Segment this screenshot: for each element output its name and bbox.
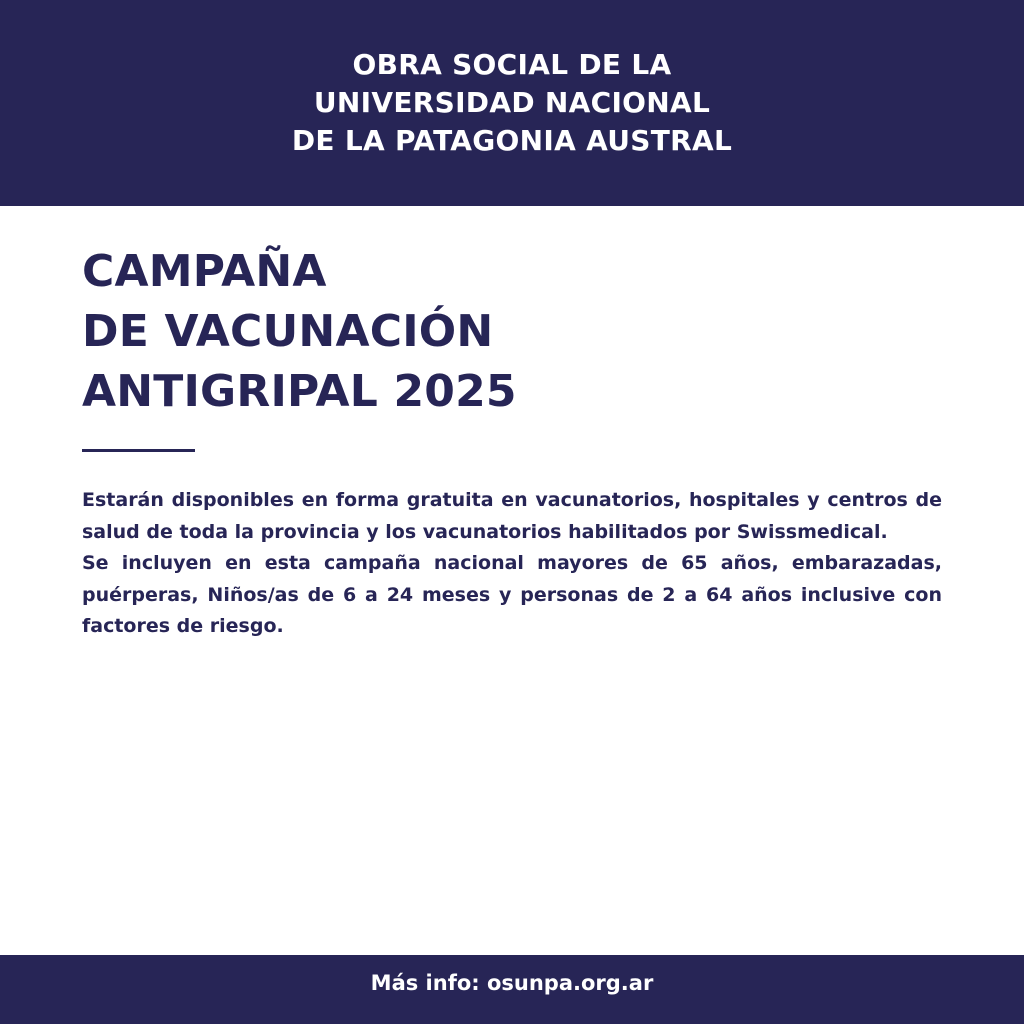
header-banner [0,0,1024,206]
organization-title-line: UNIVERSIDAD NACIONAL [313,86,711,119]
title-divider [82,449,195,452]
description-paragraph: Se incluyen en esta campaña nacional mayores de 65 años, embarazadas, puérperas, Niños/as de 6 a 24 meses y personas de 2 a 64 años inclusive con factores de riesgo. [82,552,942,637]
campaign-title-line: DE VACUNACIÓN [82,306,494,357]
organization-title-line: DE LA PATAGONIA AUSTRAL [291,124,733,157]
campaign-description [82,485,942,643]
campaign-title-line: CAMPAÑA [82,246,327,297]
organization-title [0,46,1024,160]
organization-title-line: OBRA SOCIAL DE LA [352,48,672,81]
campaign-title [82,242,942,422]
description-paragraph: Estarán disponibles en forma gratuita en vacunatorios, hospitales y centros de salud de toda la provincia y los vacunatorios habilitados por Swissmedical. [82,489,942,543]
footer-banner [0,955,1024,1024]
campaign-title-line: ANTIGRIPAL 2025 [82,366,517,417]
more-info-link[interactable]: Más info: osunpa.org.ar [370,971,654,995]
